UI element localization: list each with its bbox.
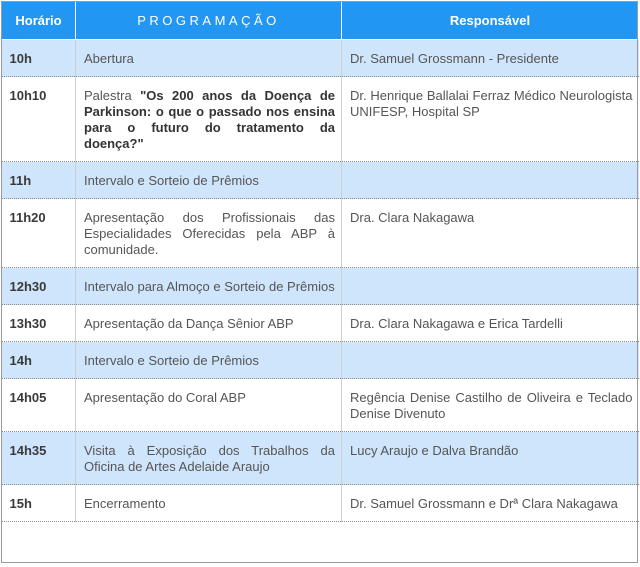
time-cell: 13h30 [2,305,76,342]
program-text: Intervalo e Sorteio de Prêmios [84,353,259,368]
table-row [2,77,639,162]
table-row [2,162,639,199]
time-cell: 10h10 [2,77,76,162]
program-text: Apresentação da Dança Sênior ABP [84,316,294,331]
program-text: Apresentação do Coral ABP [84,390,246,405]
program-cell [76,379,342,432]
responsible-cell [342,342,639,379]
responsible-cell: Dra. Clara Nakagawa [342,199,639,268]
time-cell: 14h35 [2,432,76,485]
responsible-cell: Lucy Araujo e Dalva Brandão [342,432,639,485]
program-cell [76,199,342,268]
program-text: Encerramento [84,496,166,511]
time-cell: 14h [2,342,76,379]
table-row [2,268,639,305]
header-horario: Horário [2,1,76,40]
responsible-cell: Regência Denise Castilho de Oliveira e Teclado Denise Divenuto [342,379,639,432]
header-programacao: PROGRAMAÇÃO [76,1,342,40]
program-cell [76,432,342,485]
responsible-cell: Dr. Samuel Grossmann e Drª Clara Nakagawa [342,485,639,522]
responsible-cell: Dr. Henrique Ballalai Ferraz Médico Neurologista UNIFESP, Hospital SP [342,77,639,162]
program-text: Abertura [84,51,134,66]
header-responsavel: Responsável [342,1,639,40]
table-row [2,199,639,268]
program-cell [76,268,342,305]
time-cell: 14h05 [2,379,76,432]
program-cell [76,485,342,522]
program-cell [76,305,342,342]
responsible-cell: Dra. Clara Nakagawa e Erica Tardelli [342,305,639,342]
program-text: Intervalo e Sorteio de Prêmios [84,173,259,188]
time-cell: 11h [2,162,76,199]
program-cell [76,342,342,379]
program-cell [76,77,342,162]
table-row [2,432,639,485]
time-cell: 12h30 [2,268,76,305]
table-row [2,379,639,432]
program-text: Palestra [84,88,141,103]
program-text: Visita à Exposição dos Trabalhos da Oficina de Artes Adelaide Araujo [84,443,335,474]
responsible-cell [342,162,639,199]
schedule-table [1,1,639,522]
time-cell: 11h20 [2,199,76,268]
lecture-title: "Os 200 anos da Doença de Parkinson: o que o passado nos ensina para o futuro do tratamento da doença?" [84,88,335,151]
schedule-container [1,1,639,565]
time-cell: 10h [2,40,76,77]
table-row [2,485,639,522]
program-cell [76,40,342,77]
responsible-cell [342,268,639,305]
program-text: Intervalo para Almoço e Sorteio de Prêmios [84,279,335,294]
program-text: Apresentação dos Profissionais das Especialidades Oferecidas pela ABP à comunidade. [84,210,335,257]
time-cell: 15h [2,485,76,522]
program-cell [76,162,342,199]
responsible-cell: Dr. Samuel Grossmann - Presidente [342,40,639,77]
table-row [2,305,639,342]
table-row [2,40,639,77]
table-row [2,342,639,379]
header-row [2,1,639,40]
